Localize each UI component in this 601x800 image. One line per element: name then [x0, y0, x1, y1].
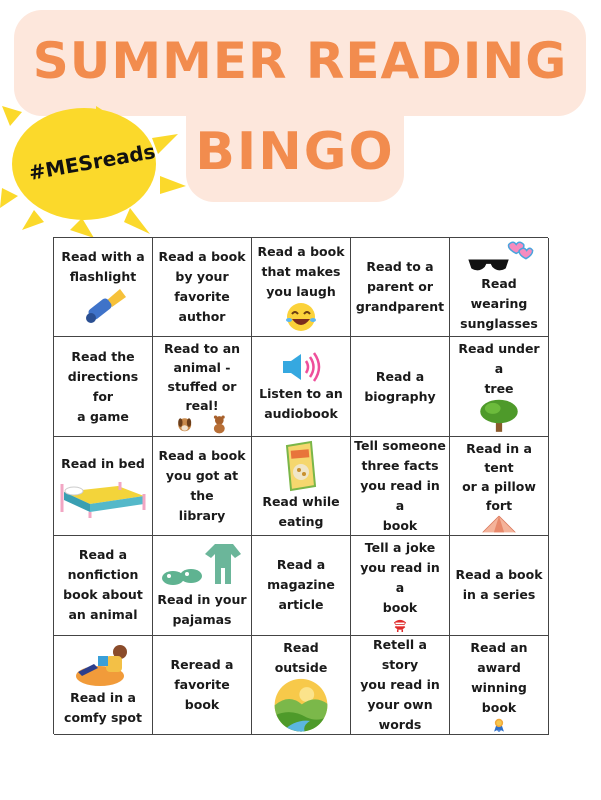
bingo-cell-25[interactable] — [450, 636, 549, 735]
cell-text: Read wearing sunglasses — [460, 276, 538, 332]
laughing-face-icon — [284, 302, 318, 332]
cell-text: Read to an animal - stuffed or real! — [163, 341, 241, 414]
bingo-cell-18[interactable] — [252, 536, 351, 635]
bingo-cell-23[interactable] — [252, 636, 351, 735]
sunglasses-icon — [454, 240, 544, 274]
bingo-cell-17[interactable] — [153, 536, 252, 635]
speaker-icon — [279, 350, 323, 384]
cell-text: Read a magazine article — [267, 557, 335, 613]
cell-text: Read a biography — [364, 368, 436, 404]
bingo-cell-22[interactable] — [153, 636, 252, 735]
bingo-cell-24[interactable] — [351, 636, 450, 735]
bingo-cell-4[interactable] — [351, 238, 450, 337]
cell-text: Read to a parent or grandparent — [355, 259, 445, 315]
bingo-cell-14[interactable] — [351, 437, 450, 536]
bingo-cell-9[interactable] — [351, 337, 450, 436]
hashtag-label: #MESreads — [26, 139, 158, 185]
cell-text: Read in bed — [61, 455, 145, 471]
chattering-teeth-icon — [378, 618, 422, 632]
cell-text: Retell a story you read in your own words — [360, 636, 440, 732]
cell-text: Read the directions for a game — [67, 348, 139, 424]
bingo-cell-7[interactable] — [153, 337, 252, 436]
cell-text: Listen to an audiobook — [259, 385, 343, 421]
reading-person-icon — [68, 642, 138, 688]
bingo-cell-19[interactable] — [351, 536, 450, 635]
tree-icon — [473, 399, 525, 433]
bingo-cell-3[interactable] — [252, 238, 351, 337]
cell-text: Read in your pajamas — [157, 592, 247, 628]
cell-text: Read a book that makes you laugh — [257, 244, 345, 300]
dog-and-teddy-bear-icon — [156, 415, 248, 433]
bingo-grid — [53, 237, 548, 734]
bed-icon — [58, 474, 148, 518]
cell-text: Tell someone three facts you read in a book — [354, 437, 446, 533]
bingo-cell-8[interactable] — [252, 337, 351, 436]
bingo-cell-11[interactable] — [54, 437, 153, 536]
tent-icon — [459, 515, 539, 533]
page-title: SUMMER READING — [32, 32, 568, 90]
cell-text: Reread a favorite book — [170, 656, 234, 712]
cell-text: Read outside — [274, 639, 328, 675]
cell-text: Read while eating — [262, 493, 340, 529]
cell-text: Read a nonfiction book about an animal — [63, 547, 143, 623]
page-subtitle: BINGO — [195, 122, 395, 182]
cell-text: Read a book by your favorite author — [158, 249, 246, 325]
pajamas-icon — [157, 540, 247, 590]
bingo-cell-1[interactable] — [54, 238, 153, 337]
flashlight-icon — [80, 287, 126, 327]
bingo-cell-15[interactable] — [450, 437, 549, 536]
landscape-icon — [268, 678, 334, 732]
bingo-cell-21[interactable] — [54, 636, 153, 735]
bingo-cell-6[interactable] — [54, 337, 153, 436]
cell-text: Read with a flashlight — [61, 249, 145, 285]
bingo-cell-13[interactable] — [252, 437, 351, 536]
bingo-cell-5[interactable] — [450, 238, 549, 337]
cell-text: Tell a joke you read in a book — [360, 540, 440, 616]
bingo-cell-16[interactable] — [54, 536, 153, 635]
cell-text: Read in a tent or a pillow fort — [462, 440, 536, 513]
bingo-cell-10[interactable] — [450, 337, 549, 436]
cell-text: Read in a comfy spot — [64, 689, 142, 725]
cereal-box-icon — [281, 440, 321, 492]
cell-text: Read an award winning book — [470, 639, 528, 715]
award-ribbon-icon — [484, 718, 514, 732]
bingo-cell-2[interactable] — [153, 238, 252, 337]
bingo-cell-12[interactable] — [153, 437, 252, 536]
bingo-cell-20[interactable] — [450, 536, 549, 635]
cell-text: Read a book in a series — [455, 567, 543, 603]
cell-text: Read a book you got at the library — [158, 447, 246, 523]
cell-text: Read under a tree — [458, 341, 540, 397]
